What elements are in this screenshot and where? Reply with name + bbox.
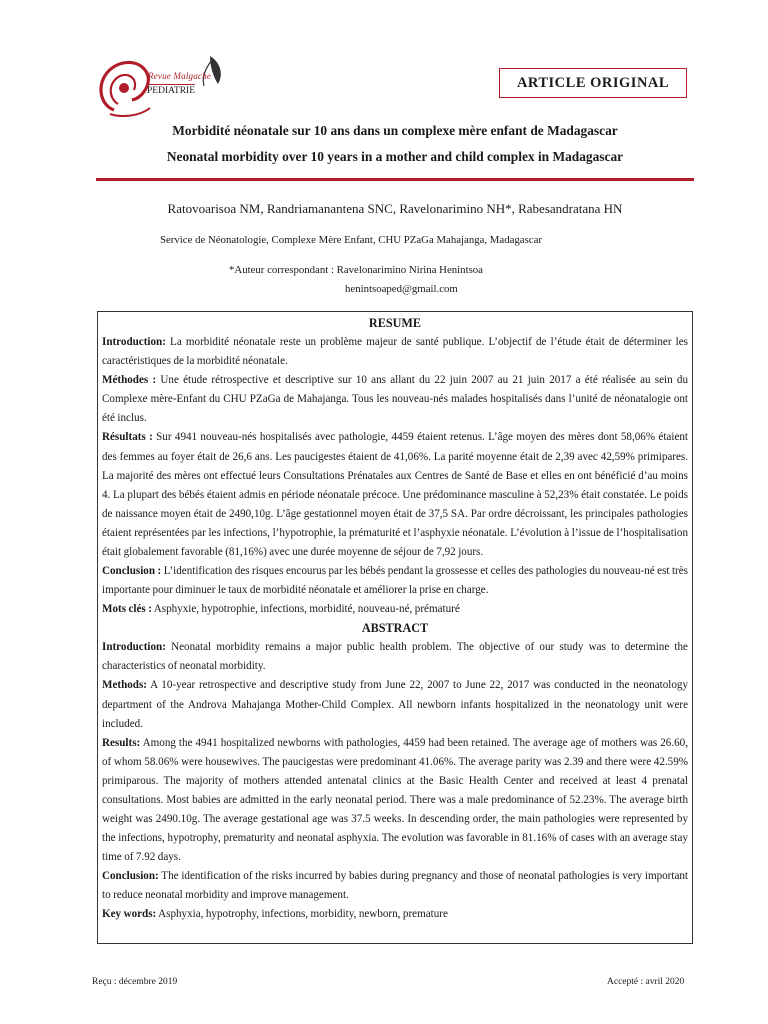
abstract-conclusion: [102, 867, 688, 905]
resume-conclusion: [102, 562, 688, 600]
received-date: Reçu : décembre 2019: [92, 977, 178, 987]
para-label: Conclusion :: [102, 565, 162, 578]
abstract-results: [102, 734, 688, 868]
corresponding-email[interactable]: henintsoaped@gmail.com: [345, 283, 458, 295]
logo-subtitle: PEDIATRIE: [147, 86, 196, 96]
para-label: Results:: [102, 736, 141, 749]
logo-title: Revue Malgache: [148, 71, 212, 81]
abstract-heading: ABSTRACT: [361, 621, 429, 636]
resume-heading: RESUME: [368, 316, 422, 330]
para-text: Asphyxie, hypotrophie, infections, morbidité, nouveau-né, prématuré: [151, 603, 460, 616]
para-label: Methods:: [102, 679, 147, 692]
para-text: L’identification des risques encourus par les bébés pendant la grossesse et celles des pathologies du nouveau-né est très importante pour diminuer le taux de morbidité néonatale et améliorer la prise en charge.: [102, 565, 688, 597]
para-label: Key words:: [102, 908, 157, 921]
para-label: Conclusion:: [102, 870, 159, 883]
resume-methodes: [102, 371, 688, 428]
corresponding-author: *Auteur correspondant : Ravelonarimino Nirina Henintsoa: [229, 264, 483, 276]
para-label: Introduction:: [102, 641, 166, 654]
para-label: Introduction:: [102, 336, 166, 349]
accepted-date: Accepté : avril 2020: [607, 977, 685, 987]
title-english: Neonatal morbidity over 10 years in a mother and child complex in Madagascar: [166, 149, 624, 164]
para-text: Neonatal morbidity remains a major public health problem. The objective of our study was to determine the characteristics of neonatal morbidity.: [102, 641, 688, 673]
author-list: Ratovoarisoa NM, Randriamanantena SNC, Ravelonarimino NH*, Rabesandratana HN: [167, 201, 623, 216]
para-text: Une étude rétrospective et descriptive sur 10 ans allant du 22 juin 2007 au 21 juin 2017 a été réalisée au sein du Complexe mère-Enfant du CHU PZaGa de Mahajanga. Tous les nouveau-nés malades hospitalisés dans l’unité de néonatalogie ont été inclus.: [102, 374, 688, 425]
para-text: La morbidité néonatale reste un problème majeur de santé publique. L’objectif de l’étude était de déterminer les caractéristiques de la morbidité néonatale.: [102, 336, 688, 368]
para-text: Sur 4941 nouveau-nés hospitalisés avec pathologie, 4459 étaient retenus. L’âge moyen des mères dont 58,06% étaient des femmes au foyer était de 26,6 ans. Les paucigestes étaient de 41,06%. La parité moyenne était de 2,39 avec 42,59% primipares. La majorité des mères ont effectué leurs Consultations Prénatales aux Centres de Santé de Base et elles en ont bénéficié d’au moins 4. La plupart des bébés étaient admis en période néonatale précoce. Une prédominance masculine à 52,23% était constatée. Le poids de naissance moyen était de 2490,10g. L’âge gestationnel moyen était de 37,5 SA. Par ordre décroissant, les principales pathologies étaient représentées par les infections, l’hypotrophie, la prématurité et l’asphyxie néonatale. L’évolution à l’issue de l’hospitalisation était globalement favorable (81,16%) avec une durée moyenne de séjour de 7,92 jours.: [102, 431, 688, 558]
affiliation: Service de Néonatologie, Complexe Mère Enfant, CHU PZaGa Mahajanga, Madagascar: [160, 234, 542, 246]
abstract-methods: [102, 676, 688, 733]
para-text: The identification of the risks incurred by babies during pregnancy and those of neonatal pathologies is very important to reduce neonatal morbidity and improve management.: [102, 870, 688, 902]
para-label: Mots clés :: [102, 603, 152, 616]
abstract-content: [102, 314, 688, 925]
title-divider: [96, 178, 694, 181]
resume-mots-cles: [102, 600, 688, 619]
resume-resultats: [102, 428, 688, 562]
title-french: Morbidité néonatale sur 10 ans dans un complexe mère enfant de Madagascar: [172, 123, 618, 138]
para-text: Among the 4941 hospitalized newborns with pathologies, 4459 had been retained. The average age of mothers was 26.60, of whom 58.06% were housewives. The paucigestas were predominant 41.06%. The average parity was 2.39 and there were 42.59% primiparous. The majority of mothers attended antenatal clinics at the Basic Health Center and received at least 4 prenatal consultations. Most babies are admitted in the early neonatal period. There was a male predominance of 52.23%. The average birth weight was 2490.10g. The average gestational age was 37.5 weeks. In descending order, the main pathologies were represented by the infections, hypotrophy, prematurity and neonatal asphyxia. The evolution was favorable in 81.16% of cases with an average stay time of 7.92 days.: [102, 736, 688, 864]
abstract-box: [97, 311, 693, 944]
para-text: A 10-year retrospective and descriptive study from June 22, 2007 to June 22, 2017 was conducted in the neonatology department of the Androva Mahajanga Mother-Child Complex. All newborn infants hospitalized in the neonatology unit were included.: [102, 679, 688, 730]
abstract-introduction: [102, 638, 688, 676]
para-label: Méthodes :: [102, 374, 157, 387]
para-text: Asphyxia, hypotrophy, infections, morbidity, newborn, premature: [156, 908, 448, 921]
abstract-key-words: [102, 905, 688, 924]
resume-introduction: [102, 333, 688, 371]
para-label: Résultats :: [102, 431, 153, 444]
article-type-badge: ARTICLE ORIGINAL: [499, 68, 687, 98]
